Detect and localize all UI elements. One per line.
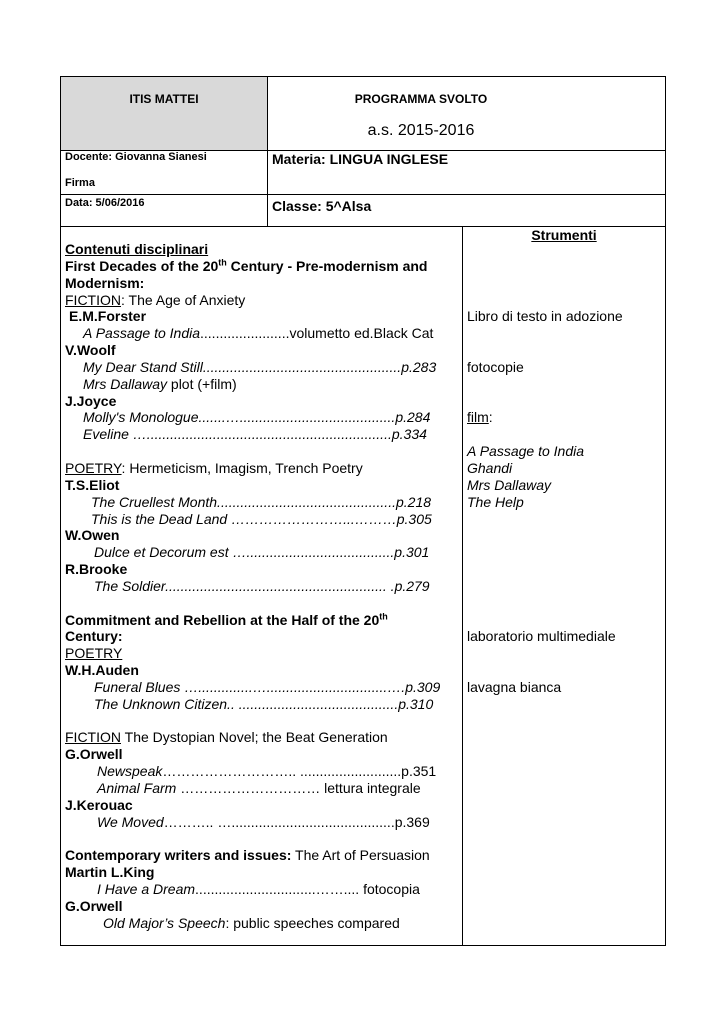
film-item: Ghandi: [467, 459, 513, 476]
work-item: Funeral Blues …..............…...............................….p.309: [94, 678, 441, 695]
work-item: I Have a Dream...............................…….... fotocopia: [97, 881, 420, 898]
classe: Classe: 5^Alsa: [272, 198, 372, 214]
table-border: [60, 945, 666, 946]
contenuti-heading: Contenuti disciplinari: [65, 241, 209, 257]
blank-line: [467, 241, 662, 258]
author: V.Woolf: [65, 342, 116, 359]
table-border: [60, 194, 666, 195]
blank-line: [467, 258, 662, 275]
author: W.H.Auden: [65, 662, 139, 679]
blank-line: [467, 612, 662, 629]
author: G.Orwell: [65, 897, 123, 914]
strumento-item: lavagna bianca: [467, 678, 562, 695]
work-item: Animal Farm ………………………… lettura integrale: [97, 780, 421, 796]
strumento-item: Libro di testo in adozione: [467, 308, 623, 325]
work-item: We Moved……….. …..........................................p.369: [97, 813, 430, 830]
poetry-line: POETRY: Hermeticism, Imagism, Trench Poetry: [65, 459, 363, 476]
work-item: The Soldier......................................................... .p.279: [94, 577, 430, 594]
work-item: Old Major’s Speech: public speeches compared: [103, 914, 400, 931]
work-item: Dulce et Decorum est …......................................p.301: [94, 544, 430, 561]
strumento-item: laboratorio multimediale: [467, 628, 616, 645]
strumenti-heading: Strumenti: [531, 227, 597, 243]
author: W.Owen: [65, 527, 120, 544]
table-border: [60, 76, 666, 77]
author: T.S.Eliot: [65, 476, 120, 493]
strumento-item: fotocopie: [467, 358, 524, 375]
blank-line: [65, 713, 460, 730]
blank-line: [467, 376, 662, 393]
work-item: A Passage to India.......................volumetto ed.Black Cat: [83, 325, 434, 342]
author: G.Orwell: [65, 746, 123, 763]
blank-line: [467, 342, 662, 359]
blank-line: [467, 595, 662, 612]
blank-line: [467, 275, 662, 292]
section-heading: Commitment and Rebellion at the Half of the 20th: [65, 610, 388, 628]
table-border: [665, 76, 666, 946]
blank-line: [467, 578, 662, 595]
film-item: Mrs Dallaway: [467, 476, 552, 493]
work-item: This is the Dead Land ……………………...………p.305: [91, 510, 432, 527]
work-item: Mrs Dallaway plot (+film): [83, 375, 237, 392]
work-item: Molly's Monologue.......…........................................p.284: [83, 409, 431, 426]
author: Martin L.King: [65, 864, 155, 881]
strumenti-column: [467, 241, 662, 696]
work-item: Eveline …...............................................................p.334: [83, 426, 427, 443]
blank-line: [65, 595, 460, 612]
blank-line: [467, 325, 662, 342]
author: J.Joyce: [65, 392, 117, 409]
blank-line: [467, 426, 662, 443]
section-heading: Contemporary writers and issues: The Art of Persuasion: [65, 847, 430, 864]
blank-line: [467, 662, 662, 679]
doc-title: PROGRAMMA SVOLTO: [354, 92, 488, 106]
blank-line: [467, 511, 662, 528]
table-border: [462, 226, 463, 946]
section-heading-cont: Century:: [65, 628, 123, 645]
contenuti-column: [65, 241, 460, 932]
blank-line: [65, 443, 460, 460]
strumento-item: film:: [467, 409, 493, 426]
author: E.M.Forster: [69, 308, 147, 325]
work-item: The Unknown Citizen.. .........................................p.310: [94, 695, 434, 712]
work-item: My Dear Stand Still...................................................p.283: [83, 358, 437, 375]
fiction-line: FICTION The Dystopian Novel; the Beat Generation: [65, 729, 388, 746]
firma: Firma: [65, 177, 95, 189]
table-border: [60, 76, 61, 946]
materia: Materia: LINGUA INGLESE: [272, 151, 449, 167]
work-item: Newspeak……………………….. ..........................p.351: [97, 763, 437, 780]
school-name: ITIS MATTEI: [129, 92, 199, 106]
section-heading: First Decades of the 20th Century - Pre-modernism and: [65, 257, 428, 274]
film-item: The Help: [467, 493, 524, 510]
work-item: The Cruellest Month..............................................p.218: [91, 493, 432, 510]
film-item: A Passage to India: [467, 443, 585, 460]
docente: Docente: Giovanna Sianesi: [65, 151, 207, 163]
blank-line: [467, 645, 662, 662]
data: Data: 5/06/2016: [65, 197, 145, 209]
blank-line: [467, 292, 662, 309]
author: R.Brooke: [65, 561, 128, 578]
header-shaded-cell: [61, 77, 267, 150]
section-heading-cont: Modernism:: [65, 274, 145, 291]
blank-line: [65, 831, 460, 848]
blank-line: [467, 393, 662, 410]
blank-line: [467, 544, 662, 561]
poetry-label: POETRY: [65, 645, 123, 662]
school-year: a.s. 2015-2016: [367, 122, 475, 139]
blank-line: [467, 527, 662, 544]
author: J.Kerouac: [65, 796, 133, 813]
blank-line: [467, 561, 662, 578]
fiction-line: FICTION: The Age of Anxiety: [65, 291, 246, 308]
